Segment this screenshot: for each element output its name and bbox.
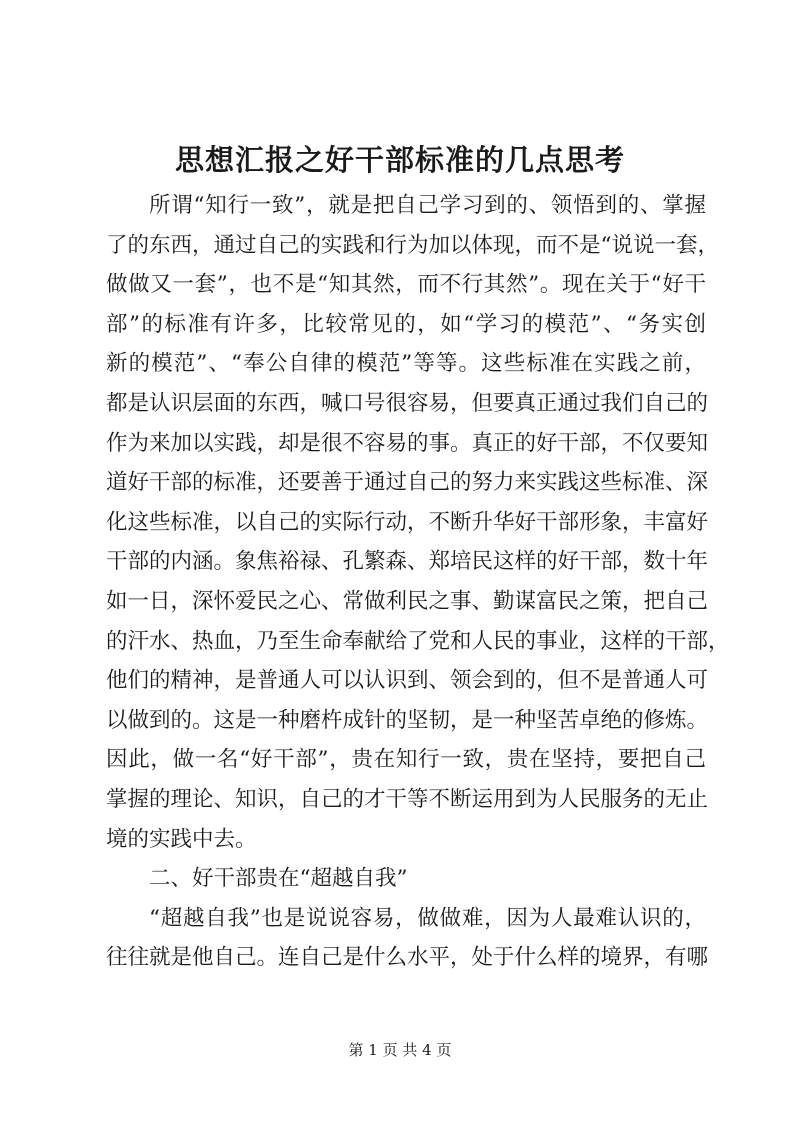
body-line: 如一日，深怀爱民之心、常做利民之事、勤谋富民之策，把自己 bbox=[106, 588, 709, 614]
body-line: 干部的内涵。象焦裕禄、孔繁森、郑培民这样的好干部，数十年 bbox=[106, 549, 709, 575]
body-line: 境的实践中去。 bbox=[106, 826, 257, 852]
body-line: 掌握的理论、知识，自己的才干等不断运用到为人民服务的无止 bbox=[106, 786, 709, 812]
body-line: 新的模范”、“奉公自律的模范”等等。这些标准在实践之前， bbox=[106, 351, 706, 377]
body-line: 作为来加以实践，却是很不容易的事。真正的好干部，不仅要知 bbox=[106, 430, 709, 456]
body-line: 道好干部的标准，还要善于通过自己的努力来实践这些标准、深 bbox=[106, 470, 709, 496]
section-heading: 二、好干部贵在“超越自我” bbox=[149, 866, 408, 892]
body-line: “超越自我”也是说说容易，做做难，因为人最难认识的， bbox=[149, 905, 706, 931]
page-number-footer: 第 1 页 共 4 页 bbox=[348, 1041, 452, 1059]
document-body bbox=[106, 186, 730, 978]
body-line: 以做到的。这是一种磨杵成针的坚韧，是一种坚苦卓绝的修炼。 bbox=[106, 707, 709, 733]
body-line: 都是认识层面的东西，喊口号很容易，但要真正通过我们自己的 bbox=[106, 390, 709, 416]
body-line: 做做又一套”，也不是“知其然，而不行其然”。现在关于“好干 bbox=[106, 272, 706, 298]
document-title: 思想汇报之好干部标准的几点思考 bbox=[174, 143, 625, 177]
body-line: 因此，做一名“好干部”，贵在知行一致，贵在坚持，要把自己 bbox=[106, 747, 706, 773]
body-line: 往往就是他自己。连自己是什么水平，处于什么样的境界，有哪 bbox=[106, 945, 709, 971]
body-line: 化这些标准，以自己的实际行动，不断升华好干部形象，丰富好 bbox=[106, 509, 709, 535]
body-line: 部”的标准有许多，比较常见的，如“学习的模范”、“务实创 bbox=[106, 311, 706, 337]
body-line: 的汗水、热血，乃至生命奉献给了党和人民的事业，这样的干部， bbox=[106, 628, 730, 654]
body-line: 他们的精神，是普通人可以认识到、领会到的，但不是普通人可 bbox=[106, 668, 709, 694]
body-line: 所谓“知行一致”，就是把自己学习到的、领悟到的、掌握 bbox=[149, 193, 706, 218]
body-line: 了的东西，通过自己的实践和行为加以体现，而不是“说说一套， bbox=[106, 232, 719, 258]
